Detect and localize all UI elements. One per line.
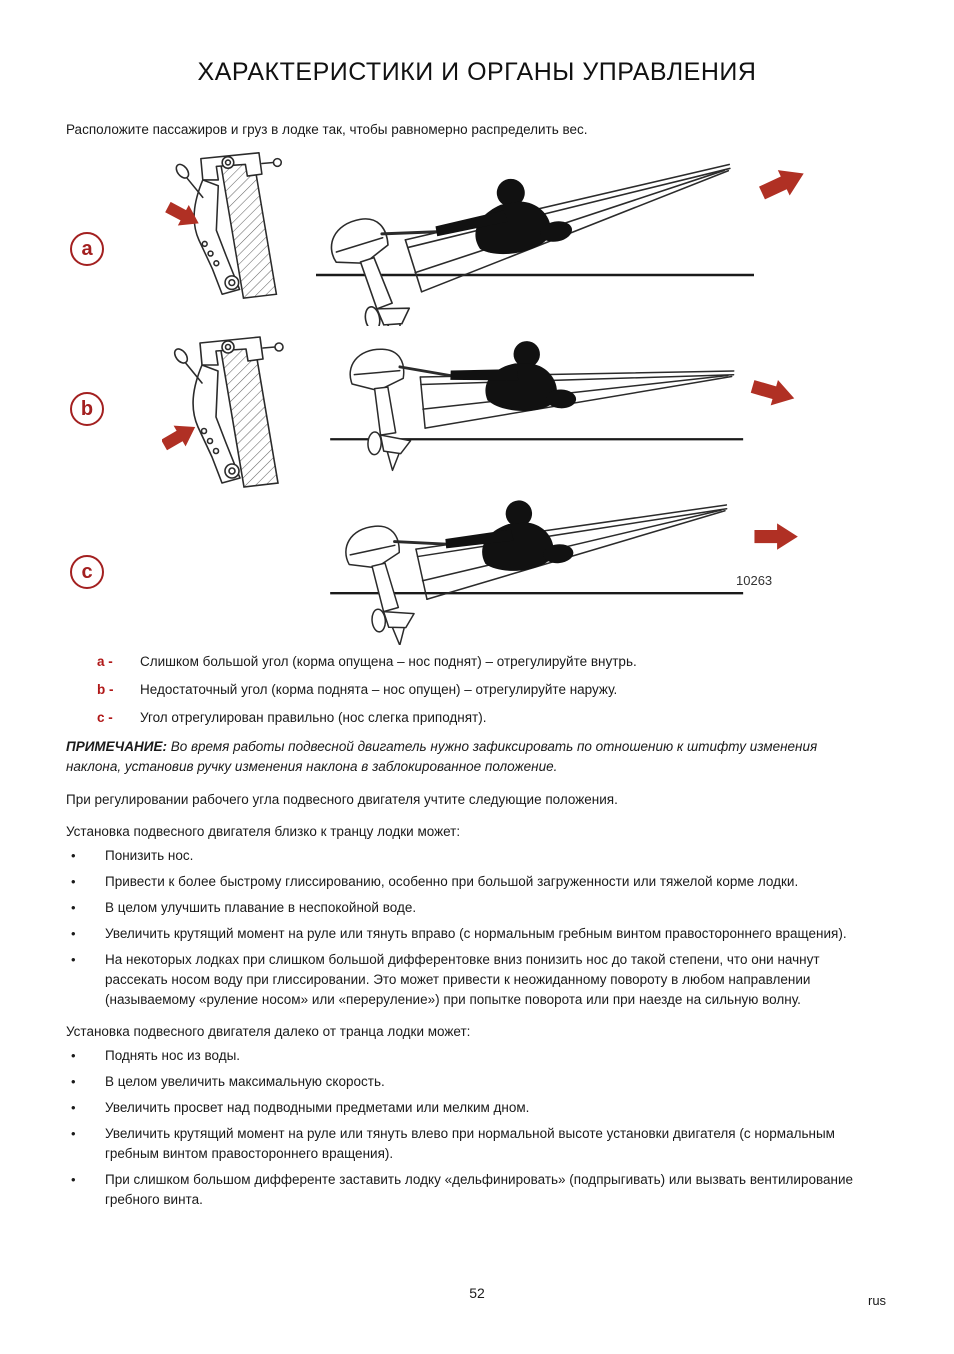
clamp-screw-icon xyxy=(275,343,283,351)
propeller-icon xyxy=(368,432,382,455)
clamp-screw-icon xyxy=(274,159,282,167)
legend-row-b xyxy=(97,680,857,699)
close-mount-effects-list xyxy=(66,846,866,1010)
far-mount-heading: Установка подвесного двигателя далеко от транца лодки может: xyxy=(66,1024,471,1039)
legend-key: a - xyxy=(97,654,113,669)
figure-label-c-text: c xyxy=(81,561,93,583)
figure-legend xyxy=(97,652,857,736)
figure-label-a-text: a xyxy=(81,238,93,260)
close-mount-heading: Установка подвесного двигателя близко к транцу лодки может: xyxy=(66,824,461,839)
outboard-cowling xyxy=(327,215,391,268)
boat-trim-diagram-a xyxy=(314,151,814,326)
tilt-bracket-diagram-a xyxy=(162,147,292,302)
tilt-bracket-diagram-b xyxy=(162,331,292,491)
trim-figure xyxy=(66,145,890,635)
adjust-intro-paragraph: При регулировании рабочего угла подвесного двигателя учтите следующие положения. xyxy=(66,792,618,807)
far-mount-effects-list xyxy=(66,1046,866,1210)
legend-text: Слишком большой угол (корма опущена – нос поднят) – отрегулируйте внутрь. xyxy=(140,654,637,669)
note-text: Во время работы подвесной двигатель нужно зафиксировать по отношению к штифту изменения наклона, установив ручку изменения наклона в заблокированное положение. xyxy=(66,739,818,774)
figure-label-a xyxy=(70,232,104,266)
figure-label-b-text: b xyxy=(80,398,94,420)
figure-label-c xyxy=(70,555,104,589)
note-paragraph xyxy=(66,737,866,777)
operator-silhouette xyxy=(443,496,575,577)
legend-row-a xyxy=(97,652,857,671)
direction-arrow-icon xyxy=(756,161,810,206)
list-item: • Увеличить крутящий момент на руле или тянуть вправо (с нормальным гребным винтом правостороннего вращения). xyxy=(66,924,866,944)
direction-arrow-icon xyxy=(749,374,798,411)
trim-adjust-arrow-icon xyxy=(162,417,201,456)
legend-row-c xyxy=(97,708,857,727)
lower-unit xyxy=(380,435,411,454)
language-tag: rus xyxy=(868,1293,887,1308)
boat-trim-diagram-b xyxy=(314,328,814,493)
list-item: • В целом улучшить плавание в неспокойной воде. xyxy=(66,898,866,918)
operator-silhouette xyxy=(449,338,578,412)
list-item: • Поднять нос из воды. xyxy=(66,1046,866,1066)
page-title: ХАРАКТЕРИСТИКИ И ОРГАНЫ УПРАВЛЕНИЯ xyxy=(197,58,757,86)
list-item: • Привести к более быстрому глиссированию, особенно при большой загруженности или тяжелой корме лодки. xyxy=(66,872,866,892)
legend-key: c - xyxy=(97,710,113,725)
outboard-cowling xyxy=(344,524,401,570)
direction-arrow-icon xyxy=(754,523,797,549)
intro-paragraph: Расположите пассажиров и груз в лодке так, чтобы равномерно распределить вес. xyxy=(66,122,588,137)
lower-unit xyxy=(384,609,416,629)
legend-key: b - xyxy=(97,682,114,697)
list-item: • В целом увеличить максимальную скорость. xyxy=(66,1072,866,1092)
note-label: ПРИМЕЧАНИЕ: xyxy=(66,739,167,754)
list-item: • На некоторых лодках при слишком большой дифферентовке вниз понизить нос до такой степени, что они начнут рассекать носом воду при глиссировании. Это может привести к неожиданному повороту в любом направлении (называемому «руление носом» или «переруление») при попытке поворота или при наезде на сильную волну. xyxy=(66,950,866,1010)
legend-text: Угол отрегулирован правильно (нос слегка приподнят). xyxy=(140,710,487,725)
operator-silhouette xyxy=(430,170,575,266)
page-number: 52 xyxy=(469,1285,485,1301)
boat-trim-diagram-c xyxy=(314,480,814,645)
list-item: • Увеличить просвет над подводными предметами или мелким дном. xyxy=(66,1098,866,1118)
list-item: • Понизить нос. xyxy=(66,846,866,866)
list-item: • При слишком большом дифференте заставить лодку «дельфинировать» (подпрыгивать) или вызвать вентилирование гребного винта. xyxy=(66,1170,866,1210)
list-item: • Увеличить крутящий момент на руле или тянуть влево при нормальной высоте установки двигателя (с нормальным гребным винтом правостороннего вращения). xyxy=(66,1124,866,1164)
legend-text: Недостаточный угол (корма поднята – нос опущен) – отрегулируйте наружу. xyxy=(140,682,618,697)
outboard-cowling xyxy=(350,348,405,391)
figure-number: 10263 xyxy=(736,573,773,588)
body-text xyxy=(66,737,866,1216)
figure-label-b xyxy=(70,392,104,426)
